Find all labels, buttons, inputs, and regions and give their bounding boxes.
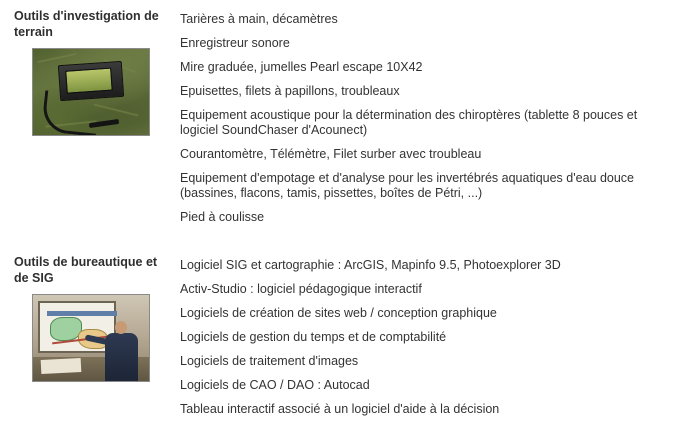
list-item: Logiciels de traitement d'images [180,354,359,368]
section-field-items [180,8,689,230]
board-titlebar [47,311,117,316]
list-item: Logiciel SIG et cartographie : ArcGIS, Mapinfo 9.5, Photoexplorer 3D [180,258,561,272]
desk-paper [41,358,82,374]
photo-presentation-sig [32,294,150,382]
list-item: Activ-Studio : logiciel pédagogique interactif [180,282,422,296]
list-item: Equipement d'empotage et d'analyse pour les invertébrés aquatiques d'eau douce (bassines, flacons, tamis, pissettes, boîtes de Pétri, ...) [180,171,634,200]
list-item: Pied à coulisse [180,210,265,224]
section-office-title: Outils de bureautique et de SIG [14,255,158,285]
list-item: Equipement acoustique pour la détermination des chiroptères (tablette 8 pouces et logiciel SoundChaser d'Acounect) [180,108,638,137]
list-item: Courantomètre, Télémètre, Filet surber avec troubleau [180,147,482,161]
presenter-head [115,321,127,334]
field-device-cable [41,90,100,136]
section-field-title: Outils d'investigation de terrain [14,9,159,39]
list-item: Mire graduée, jumelles Pearl escape 10X42 [180,60,423,74]
list-item: Tableau interactif associé à un logiciel d'aide à la décision [180,402,500,416]
list-item: Tarières à main, décamètres [180,12,338,26]
list-item: Logiciels de création de sites web / conception graphique [180,306,497,320]
field-device-screen [65,68,112,94]
photo-field-equipment [32,48,150,136]
section-office-items [180,254,689,422]
list-item: Logiciels de CAO / DAO : Autocad [180,378,370,392]
section-field-left-column [0,8,180,136]
list-item: Logiciels de gestion du temps et de comptabilité [180,330,447,344]
list-item: Enregistreur sonore [180,36,290,50]
list-item: Epuisettes, filets à papillons, troubleaux [180,84,400,98]
section-office-gis-tools [0,240,689,422]
presenter-body [105,333,138,381]
section-office-left-column [0,254,180,382]
section-spacer [0,230,689,240]
